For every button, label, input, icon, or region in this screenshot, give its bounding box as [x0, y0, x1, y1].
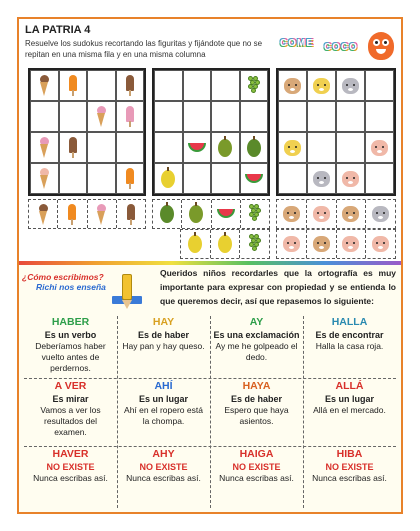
- rule-definition: Es una exclamación: [213, 330, 300, 340]
- cutout-strip-fruits-2: [180, 229, 270, 259]
- rule-word: HAIGA: [239, 448, 274, 460]
- brown-popsicle-icon: [127, 204, 135, 225]
- cutout-piece: [88, 200, 117, 228]
- sudoku-grid-ice-cream: [28, 68, 146, 196]
- cutout-piece: [337, 200, 367, 228]
- pink-cone-icon: [97, 106, 106, 127]
- sudoku-cell: [336, 132, 365, 163]
- rule-definition: Es mirar: [52, 394, 89, 404]
- grapes-icon: [249, 234, 261, 254]
- brown-cone-icon: [39, 204, 48, 225]
- spelling-rule: [24, 448, 117, 508]
- pear-icon: [161, 170, 175, 188]
- sudoku-cell: [154, 163, 183, 194]
- sudoku-cell: [116, 101, 145, 132]
- cutout-piece: [241, 200, 269, 228]
- sudoku-cell: [116, 132, 145, 163]
- spelling-rule: [24, 380, 117, 444]
- brown-cone-icon: [40, 75, 49, 96]
- cutout-piece: [337, 230, 367, 258]
- sudoku-cell: [183, 101, 212, 132]
- sudoku-cell: [278, 70, 307, 101]
- rule-example: Halla la casa roja.: [315, 341, 384, 351]
- rule-example: Nunca escribas así.: [33, 473, 108, 483]
- sudoku-cell: [211, 132, 240, 163]
- bear-icon: [342, 206, 359, 222]
- sudoku-cell: [59, 132, 88, 163]
- rule-word: HALLA: [331, 316, 368, 328]
- rule-example: Hay pan y hay queso.: [122, 341, 205, 351]
- rule-definition: Es un verbo: [44, 330, 97, 340]
- watermelon-icon: [245, 174, 263, 184]
- chick-icon: [313, 78, 330, 94]
- spelling-rule: [117, 316, 210, 378]
- cutout-piece: [307, 200, 337, 228]
- cutout-strip-fruits-1: [152, 199, 270, 229]
- worksheet-title: LA PATRIA 4: [25, 24, 91, 36]
- rule-example: Nunca escribas así.: [312, 473, 387, 483]
- avocado-icon: [160, 205, 174, 223]
- brown-popsicle-icon: [69, 137, 77, 158]
- rule-example: Deberíamos haber vuelto antes de perdernos.: [35, 341, 106, 373]
- watermelon-icon: [188, 143, 206, 153]
- kiwi-icon: [218, 139, 232, 157]
- sudoku-cell: [278, 101, 307, 132]
- rule-word: ALLÁ: [335, 380, 364, 392]
- rule-example: Ay me he golpeado el dedo.: [215, 341, 298, 362]
- peach-cone-icon: [40, 168, 49, 189]
- sudoku-cell: [240, 163, 269, 194]
- pink-cone-icon: [97, 204, 106, 225]
- pink-cone-icon: [40, 137, 49, 158]
- cutout-piece: [307, 230, 337, 258]
- rule-word: HAYA: [242, 380, 271, 392]
- sudoku-cell: [30, 132, 59, 163]
- sudoku-grid-fruits: [152, 68, 270, 196]
- pear-icon: [188, 235, 202, 253]
- rule-word: HIBA: [336, 448, 363, 460]
- cutout-strip-animals-2: [276, 229, 396, 259]
- sudoku-cell: [116, 163, 145, 194]
- pig-icon: [283, 236, 300, 252]
- rule-row: [24, 448, 396, 508]
- sudoku-cell: [336, 70, 365, 101]
- cutout-piece: [181, 230, 211, 258]
- sudoku-cell: [30, 70, 59, 101]
- cutout-strip-animals-1: [276, 199, 396, 229]
- chick-icon: [284, 140, 301, 156]
- spelling-rule: [210, 380, 303, 444]
- sudoku-cell: [154, 132, 183, 163]
- brown-popsicle-icon: [126, 75, 134, 96]
- sudoku-cell: [307, 163, 336, 194]
- spelling-rule: [210, 448, 303, 508]
- sudoku-cell: [59, 163, 88, 194]
- cutout-piece: [58, 200, 87, 228]
- rule-definition: Es un lugar: [138, 394, 188, 404]
- sudoku-cell: [30, 163, 59, 194]
- spelling-rule: [210, 316, 303, 378]
- brand-question: ¿Cómo escribimos?: [22, 272, 104, 282]
- rule-definition: NO EXISTE: [139, 462, 188, 472]
- sudoku-cell: [211, 70, 240, 101]
- pig-icon: [342, 171, 359, 187]
- rule-definition: NO EXISTE: [232, 462, 281, 472]
- rule-example: Nunca escribas así.: [126, 473, 201, 483]
- spelling-rule: [303, 380, 396, 444]
- bear-icon: [284, 78, 301, 94]
- sudoku-cell: [30, 101, 59, 132]
- rule-definition: Es de encontrar: [315, 330, 384, 340]
- rule-row: [24, 380, 396, 444]
- kiwi-icon: [189, 205, 203, 223]
- rule-word: HABER: [51, 316, 90, 328]
- sudoku-cell: [240, 132, 269, 163]
- cutout-piece: [366, 200, 395, 228]
- cutout-piece: [212, 200, 241, 228]
- pencil-mascot-icon: [112, 272, 142, 312]
- pig-icon: [313, 206, 330, 222]
- sudoku-cell: [211, 163, 240, 194]
- sudoku-cell: [307, 132, 336, 163]
- orange-popsicle-icon: [126, 168, 134, 189]
- rule-word: HAY: [152, 316, 175, 328]
- orange-monster-icon: [368, 32, 394, 60]
- sudoku-cell: [365, 163, 394, 194]
- rule-definition: Es un lugar: [324, 394, 374, 404]
- orange-popsicle-icon: [68, 204, 76, 225]
- koala-icon: [372, 206, 389, 222]
- cutout-piece: [117, 200, 145, 228]
- worksheet-instruction: Resuelve los sudokus recortando las figuritas y fijándote que no se repitan en una misma fila y en una misma columna: [25, 39, 263, 59]
- cutout-piece: [211, 230, 241, 258]
- sudoku-cell: [87, 101, 116, 132]
- sudoku-cell: [59, 101, 88, 132]
- rule-word: HAVER: [52, 448, 89, 460]
- sudoku-cell: [336, 101, 365, 132]
- sudoku-grid-animals: [276, 68, 396, 196]
- logo-word-2: COCO: [324, 42, 358, 53]
- spelling-rule: [24, 316, 117, 378]
- koala-icon: [342, 78, 359, 94]
- rainbow-border: [19, 261, 401, 265]
- rule-word: A VER: [54, 380, 87, 392]
- rule-example: Espero que haya asientos.: [224, 405, 289, 426]
- come-coco-logo: [280, 32, 396, 62]
- pear-icon: [218, 235, 232, 253]
- rule-example: Nunca escribas así.: [219, 473, 294, 483]
- watermelon-icon: [217, 209, 235, 219]
- sudoku-cell: [87, 70, 116, 101]
- rule-example: Ahí en el ropero está la chompa.: [124, 405, 203, 426]
- logo-word-1: COME: [280, 38, 314, 49]
- cutout-piece: [29, 200, 58, 228]
- pink-popsicle-icon: [126, 106, 134, 127]
- spelling-rule: [303, 316, 396, 378]
- avocado-icon: [247, 139, 261, 157]
- rule-definition: NO EXISTE: [325, 462, 374, 472]
- sudoku-cell: [59, 70, 88, 101]
- sudoku-cell: [116, 70, 145, 101]
- rule-example: Vamos a ver los resultados del examen.: [40, 405, 101, 437]
- cutout-piece: [182, 200, 211, 228]
- sudoku-cell: [183, 132, 212, 163]
- sudoku-cell: [211, 101, 240, 132]
- sudoku-cell: [307, 70, 336, 101]
- rule-row: [24, 316, 396, 378]
- spelling-rule: [303, 448, 396, 508]
- cutout-piece: [277, 230, 307, 258]
- grapes-icon: [249, 204, 261, 224]
- cutout-piece: [277, 200, 307, 228]
- rule-definition: Es de haber: [137, 330, 190, 340]
- sudoku-cell: [87, 163, 116, 194]
- sudoku-cell: [365, 70, 394, 101]
- sudoku-cell: [240, 70, 269, 101]
- rule-definition: NO EXISTE: [46, 462, 95, 472]
- sudoku-cell: [365, 132, 394, 163]
- sudoku-cell: [154, 101, 183, 132]
- sudoku-cell: [154, 70, 183, 101]
- sudoku-cell: [307, 101, 336, 132]
- sudoku-cell: [365, 101, 394, 132]
- sudoku-cell: [278, 132, 307, 163]
- rule-example: Allá en el mercado.: [313, 405, 386, 415]
- bear-icon: [283, 206, 300, 222]
- sudoku-cell: [336, 163, 365, 194]
- spelling-rule: [117, 380, 210, 444]
- cutout-piece: [153, 200, 182, 228]
- rule-word: AY: [249, 316, 264, 328]
- lesson-intro: Queridos niños recordarles que la ortografía es muy importante para expresar con propiedad y se entienda lo que queremos decir, así que repasemos lo siguiente:: [160, 268, 396, 306]
- grapes-icon: [248, 76, 260, 96]
- spelling-rule: [117, 448, 210, 508]
- rule-word: AHÍ: [154, 380, 173, 392]
- cutout-strip-ice-cream: [28, 199, 146, 229]
- sudoku-cell: [183, 163, 212, 194]
- sudoku-cell: [87, 132, 116, 163]
- cutout-piece: [240, 230, 269, 258]
- brand-name: Richi nos enseña: [36, 282, 106, 292]
- pig-icon: [342, 236, 359, 252]
- cutout-piece: [366, 230, 395, 258]
- rule-word: AHY: [152, 448, 175, 460]
- sudoku-cell: [278, 163, 307, 194]
- koala-icon: [313, 171, 330, 187]
- sudoku-cell: [240, 101, 269, 132]
- pig-icon: [372, 236, 389, 252]
- sudoku-cell: [183, 70, 212, 101]
- bear-icon: [313, 236, 330, 252]
- pig-icon: [371, 140, 388, 156]
- orange-popsicle-icon: [69, 75, 77, 96]
- rule-definition: Es de haber: [230, 394, 283, 404]
